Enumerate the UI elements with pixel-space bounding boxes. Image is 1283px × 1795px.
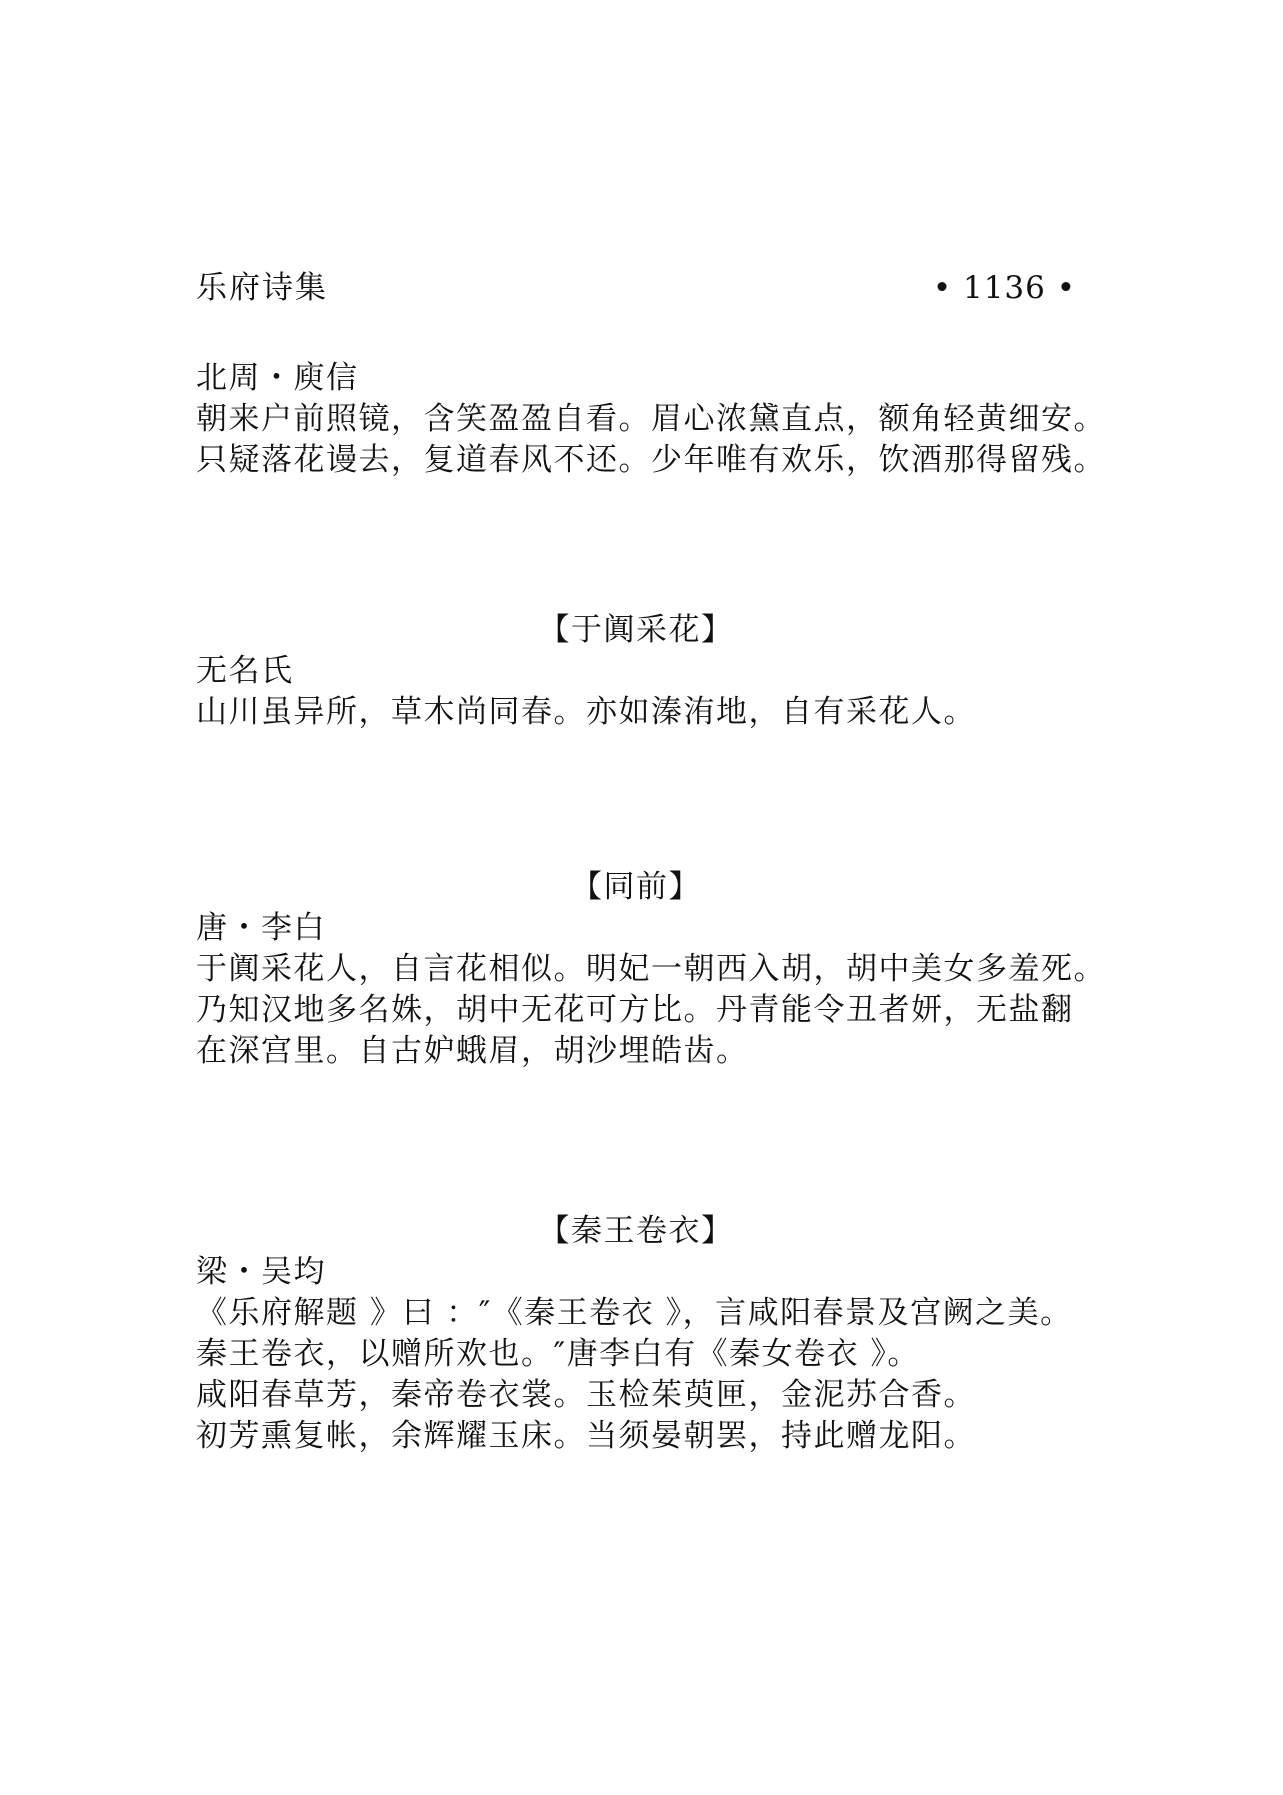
page-header bbox=[196, 268, 1076, 308]
poem-author: 梁・吴均 bbox=[196, 1254, 326, 1290]
preface-line: 秦王卷衣，以赠所欢也。″唐李白有《秦女卷衣 》。 bbox=[196, 1336, 920, 1372]
poem-line: 山川虽异所，草木尚同春。亦如溱洧地，自有采花人。 bbox=[196, 694, 976, 730]
poem-line: 于阗采花人，自言花相似。明妃一朝西入胡，胡中美女多羞死。 bbox=[196, 951, 1106, 987]
poem-author: 无名氏 bbox=[196, 653, 294, 689]
poem-line: 乃知汉地多名姝，胡中无花可方比。丹青能令丑者妍，无盐翻 bbox=[196, 992, 1074, 1028]
poem-line: 初芳熏复帐，余辉耀玉床。当须晏朝罢，持此赠龙阳。 bbox=[196, 1418, 976, 1454]
preface-line: 《乐府解题 》曰 ：″《秦王卷衣 》，言咸阳春景及宫阙之美。 bbox=[196, 1295, 1073, 1331]
poem-author: 北周・庾信 bbox=[196, 360, 359, 396]
poem-title: 【于阗采花】 bbox=[538, 612, 734, 648]
poem-line: 只疑落花谩去，复道春风不还。少年唯有欢乐，饮酒那得留残。 bbox=[196, 442, 1106, 478]
poem-title: 【秦王卷衣】 bbox=[538, 1213, 734, 1249]
poem-line: 在深宫里。自古妒蛾眉，胡沙埋皓齿。 bbox=[196, 1033, 749, 1069]
page-number: • 1136 • bbox=[932, 270, 1076, 306]
book-title: 乐府诗集 bbox=[196, 270, 328, 306]
poem-line: 朝来户前照镜，含笑盈盈自看。眉心浓黛直点，额角轻黄细安。 bbox=[196, 401, 1106, 437]
poem-title: 【同前】 bbox=[571, 869, 701, 905]
poem-author: 唐・李白 bbox=[196, 910, 326, 946]
poem-line: 咸阳春草芳，秦帝卷衣裳。玉检茱萸匣，金泥苏合香。 bbox=[196, 1377, 976, 1413]
